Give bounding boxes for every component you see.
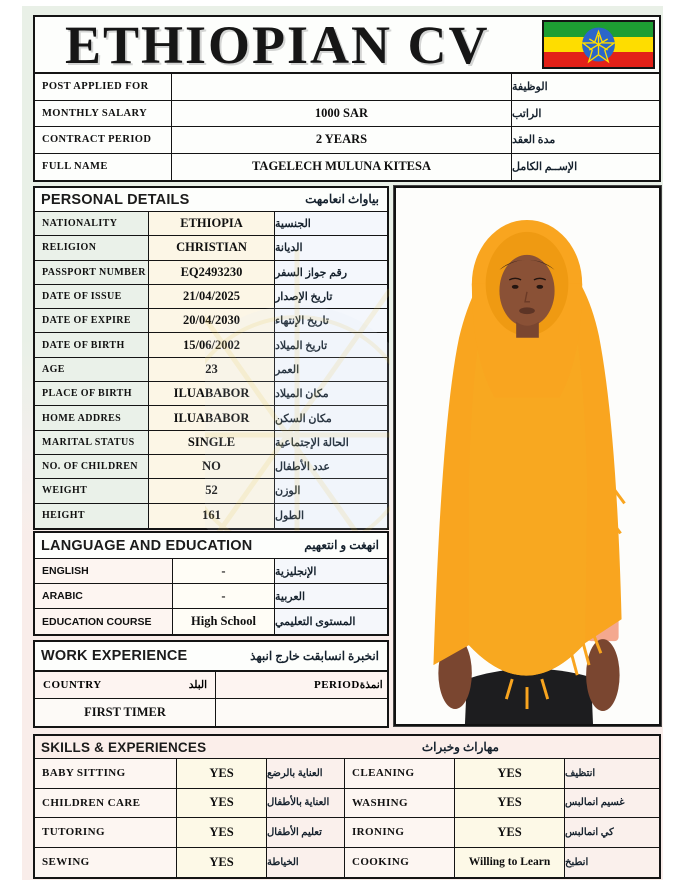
work-columns-row (35, 672, 387, 699)
field-label: FULL NAME (35, 154, 172, 181)
skill-label-arabic: العناية بالأطفال (267, 789, 345, 818)
table-row (35, 358, 387, 382)
table-row (35, 212, 387, 236)
table-row (35, 382, 387, 406)
table-row (35, 759, 659, 789)
field-value: 1000 SAR (172, 101, 512, 127)
field-value: 2 YEARS (172, 127, 512, 153)
field-value: EQ2493230 (149, 261, 275, 284)
field-value: 161 (149, 504, 275, 528)
section-title: SKILLS & EXPERIENCES (41, 739, 207, 755)
field-label: CONTRACT PERIOD (35, 127, 172, 153)
skill-label-arabic: غسيم انمالبس (565, 789, 659, 818)
field-label-arabic: مدة العقد (512, 134, 556, 147)
ethiopia-flag-icon (542, 20, 655, 69)
skill-label-arabic: الخياطة (267, 848, 345, 878)
period-value (216, 699, 387, 726)
field-value: 23 (149, 358, 275, 381)
table-row (35, 789, 659, 819)
section-title: PERSONAL DETAILS (41, 191, 190, 208)
field-label-arabic: الوظيفة (512, 81, 548, 94)
skill-label-arabic: انتظيف (565, 759, 659, 788)
table-row (35, 559, 387, 584)
header-row-salary (35, 101, 659, 128)
skill-value: YES (455, 759, 565, 788)
table-row (35, 406, 387, 430)
field-label: PLACE OF BIRTH (35, 382, 149, 405)
table-row (35, 504, 387, 528)
field-label: PASSPORT NUMBER (35, 261, 149, 284)
skill-label-arabic: العناية بالرضع (267, 759, 345, 788)
field-label-arabic: رقم جواز السفر (275, 261, 387, 284)
field-label-arabic: المستوى التعليمي (275, 609, 387, 634)
table-row (35, 285, 387, 309)
skill-label: BABY SITTING (35, 759, 177, 788)
header-table (33, 15, 661, 182)
section-title: WORK EXPERIENCE (41, 648, 188, 664)
skill-label-arabic: انطبخ (565, 848, 659, 878)
field-label-arabic: العربية (275, 584, 387, 608)
field-label: DATE OF ISSUE (35, 285, 149, 308)
skill-label-arabic: كي انمالبس (565, 818, 659, 847)
skill-label: SEWING (35, 848, 177, 878)
skill-label: WASHING (345, 789, 455, 818)
field-value: 52 (149, 479, 275, 502)
field-value: ILUABABOR (149, 406, 275, 429)
work-values-row (35, 699, 387, 726)
field-value: NO (149, 455, 275, 478)
table-row (35, 818, 659, 848)
country-value: FIRST TIMER (35, 699, 216, 726)
field-value: ILUABABOR (149, 382, 275, 405)
personal-details-table (33, 186, 389, 530)
field-label-arabic: العمر (275, 358, 387, 381)
field-label: RELIGION (35, 236, 149, 259)
skill-value: YES (455, 789, 565, 818)
skill-value: YES (177, 759, 267, 788)
personal-details-header (35, 188, 387, 212)
table-row (35, 584, 387, 609)
field-label: POST APPLIED FOR (35, 74, 172, 100)
table-row (35, 333, 387, 357)
field-label-arabic: مكان السكن (275, 406, 387, 429)
title-row (35, 14, 659, 75)
language-header (35, 533, 387, 559)
table-row (35, 848, 659, 878)
skill-value: YES (177, 848, 267, 878)
field-label: MARITAL STATUS (35, 431, 149, 454)
language-education-table (33, 531, 389, 636)
header-row-post (35, 74, 659, 101)
field-label: NATIONALITY (35, 212, 149, 235)
field-value (172, 74, 512, 100)
field-label: HOME ADDRES (35, 406, 149, 429)
field-label: ENGLISH (35, 559, 173, 583)
period-label: PERIOD (314, 679, 360, 691)
field-value: TAGELECH MULUNA KITESA (172, 154, 512, 181)
field-label-arabic: تاريخ الإنتهاء (275, 309, 387, 332)
skill-label-arabic: تعليم الأطفال (267, 818, 345, 847)
field-label: WEIGHT (35, 479, 149, 502)
field-label: HEIGHT (35, 504, 149, 528)
page-title: ETHIOPIAN CV (65, 14, 490, 75)
skill-label: CHILDREN CARE (35, 789, 177, 818)
period-column-header (216, 672, 387, 698)
field-label-arabic: الطول (275, 504, 387, 528)
table-row (35, 479, 387, 503)
field-value: CHRISTIAN (149, 236, 275, 259)
field-label-arabic: تاريخ الإصدار (275, 285, 387, 308)
skill-value: YES (177, 789, 267, 818)
table-row (35, 455, 387, 479)
field-label-arabic: الوزن (275, 479, 387, 502)
section-title-arabic: بياواث انعامهت (305, 192, 379, 206)
work-experience-table (33, 640, 389, 728)
field-value: High School (173, 609, 275, 634)
period-label-arabic: انمذة (359, 680, 383, 691)
field-label: EDUCATION COURSE (35, 609, 173, 634)
skill-label: IRONING (345, 818, 455, 847)
skill-label: TUTORING (35, 818, 177, 847)
skills-header (35, 736, 659, 759)
section-title: LANGUAGE AND EDUCATION (41, 537, 253, 554)
field-value: SINGLE (149, 431, 275, 454)
field-label-arabic: مكان الميلاد (275, 382, 387, 405)
table-row (35, 236, 387, 260)
skill-label: CLEANING (345, 759, 455, 788)
field-label-arabic: عدد الأطفال (275, 455, 387, 478)
field-label-arabic: تاريخ الميلاد (275, 333, 387, 356)
skill-value: Willing to Learn (455, 848, 565, 878)
skill-label: COOKING (345, 848, 455, 878)
field-label: DATE OF BIRTH (35, 333, 149, 356)
field-label-arabic: الديانة (275, 236, 387, 259)
field-label: MONTHLY SALARY (35, 101, 172, 127)
skill-value: YES (455, 818, 565, 847)
work-header (35, 642, 387, 672)
field-value: - (173, 584, 275, 608)
section-title-arabic: انهغت و انتعهيم (304, 538, 379, 552)
table-row (35, 609, 387, 634)
field-label-arabic: الحالة الإجتماعية (275, 431, 387, 454)
field-label: AGE (35, 358, 149, 381)
skill-value: YES (177, 818, 267, 847)
field-value: 21/04/2025 (149, 285, 275, 308)
section-title-arabic: مهاراث وخبراث (421, 739, 499, 754)
table-row (35, 261, 387, 285)
header-row-fullname (35, 154, 659, 181)
country-label-arabic: البلد (188, 680, 207, 691)
table-row (35, 309, 387, 333)
field-label-arabic: الراتب (512, 107, 542, 120)
field-label: DATE OF EXPIRE (35, 309, 149, 332)
table-row (35, 431, 387, 455)
field-label-arabic: الجنسية (275, 212, 387, 235)
country-column-header (35, 672, 216, 698)
field-label: ARABIC (35, 584, 173, 608)
field-label-arabic: الإنجليزية (275, 559, 387, 583)
country-label: COUNTRY (43, 679, 102, 691)
applicant-photo (394, 186, 661, 726)
field-value: 20/04/2030 (149, 309, 275, 332)
field-label: NO. OF CHILDREN (35, 455, 149, 478)
field-value: 15/06/2002 (149, 333, 275, 356)
skills-table (33, 734, 661, 879)
section-title-arabic: انخبرة انسابقت خارج انبهذ (250, 648, 379, 663)
header-row-contract (35, 127, 659, 154)
field-value: ETHIOPIA (149, 212, 275, 235)
field-label-arabic: الإســم الكامل (512, 161, 578, 174)
field-value: - (173, 559, 275, 583)
